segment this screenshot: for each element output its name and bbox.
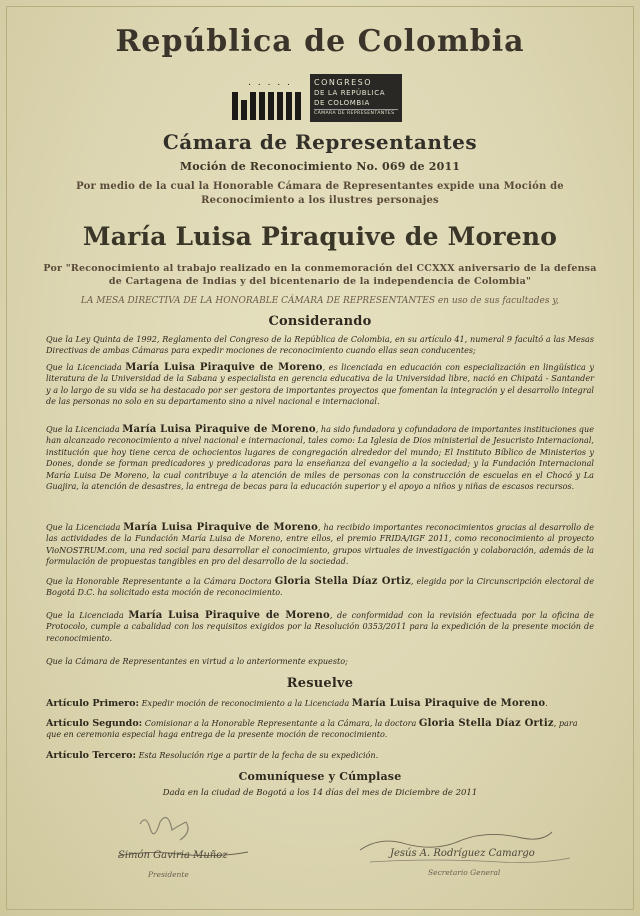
chamber-title: Cámara de Representantes xyxy=(162,130,478,154)
signature-president-name: Simón Gaviria Muñoz xyxy=(118,850,228,861)
emblem-bar xyxy=(250,92,256,120)
article-label: Artículo Primero: xyxy=(46,698,140,709)
signature-secretary-role: Secretario General xyxy=(428,868,501,877)
paragraph-text: Que la Cámara de Representantes en virtud a lo anteriormente expuesto; xyxy=(46,656,348,666)
logo-line-colombia: DE COLOMBIA xyxy=(314,99,370,107)
issue-date: Dada en la ciudad de Bogotá a los 14 días del mes de Diciembre de 2011 xyxy=(162,788,478,798)
paragraph-lead: Que la Licenciada xyxy=(46,610,124,620)
signature-president-role: Presidente xyxy=(148,870,189,879)
emblem-marks: . . . . . xyxy=(248,78,292,88)
emblem-bar xyxy=(295,92,301,120)
article-text-end: . xyxy=(545,698,548,708)
article-third xyxy=(46,750,594,761)
considerando-paragraph xyxy=(46,610,594,644)
signature-area xyxy=(0,810,640,900)
article-text: Expedir moción de reconocimiento a la Licenciada xyxy=(141,698,350,708)
recognition-reason: Por "Reconocimiento al trabajo realizado en la conmemoración del CCXXX aniversario de la defensa de Cartagena de Indias y del bicentenario de la independencia de Colombia" xyxy=(43,263,597,287)
honoree-inline-name: María Luisa Piraquive de Moreno xyxy=(351,698,546,709)
emblem-bar xyxy=(259,92,265,120)
paragraph-text: , de conformidad con la revisión efectuada por la oficina de Protocolo, cumple a cabalidad con los requisitos exigidos por la Resolución 0353/2011 para la expedición de la presente moción de reconocimiento. xyxy=(46,610,595,643)
considerando-paragraph xyxy=(46,656,594,667)
representative-inline-name: Gloria Stella Díaz Ortiz xyxy=(418,718,554,729)
emblem-bar xyxy=(277,92,283,120)
paragraph-lead: Que la Licenciada xyxy=(46,362,122,372)
article-second xyxy=(46,718,594,741)
article-text: Comisionar a la Honorable Representante a la Cámara, la doctora xyxy=(144,718,417,728)
paragraph-text: , ha sido fundadora y cofundadora de importantes instituciones que han alcanzado reconocimiento a nivel nacional e internacional, tales como: La Iglesia de Dios ministerial de Jesucristo Internacional, institución que hoy tiene cerca de ochocientos lugares de congregación alrededor del mundo; El Instituto Bíblico de Ministerios y Dones, donde se forman predicadores y predicadoras para la enseñanza del evangelio a la sociedad; y la Fundación Internacional María Luisa De Moreno, la cual contribuye a la atención de miles de personas con la construcción de escuelas en el Chocó y La Guajira, la atención de desastres, la entrega de becas para la educación superior y el apoyo a niños y niñas de escasos recursos. xyxy=(46,424,594,492)
logo-line-republica: DE LA REPÚBLICA xyxy=(314,89,386,97)
board-statement: LA MESA DIRECTIVA DE LA HONORABLE CÁMARA DE REPRESENTANTES en uso de sus facultades y, xyxy=(80,296,560,306)
logo-line-congreso: CONGRESO xyxy=(314,78,373,87)
honoree-name: María Luisa Piraquive de Moreno xyxy=(82,222,558,251)
signature-secretary-name: Jesús A. Rodríguez Camargo xyxy=(390,848,535,859)
representative-inline-name: Gloria Stella Díaz Ortiz xyxy=(274,576,411,587)
barcode-emblem xyxy=(232,78,308,122)
considerando-paragraph xyxy=(46,576,594,599)
article-label: Artículo Segundo: xyxy=(46,718,143,729)
emblem-bar xyxy=(232,92,238,120)
republic-title: República de Colombia xyxy=(115,24,525,59)
paragraph-lead: Que la Licenciada xyxy=(46,424,120,434)
honoree-inline-name: María Luisa Piraquive de Moreno xyxy=(122,424,316,435)
congress-logo xyxy=(310,74,402,122)
congress-emblem xyxy=(0,72,640,126)
considerando-paragraph xyxy=(46,362,594,408)
paragraph-lead: Que la Licenciada xyxy=(46,522,121,532)
closing-formula: Comuníquese y Cúmplase xyxy=(238,770,402,783)
considerando-heading: Considerando xyxy=(268,314,372,329)
paragraph-text: , elegida por la Circunscripción electoral de Bogotá D.C. ha solicitado esta moción de reconocimiento. xyxy=(46,576,594,598)
article-text: Esta Resolución rige a partir de la fecha de su expedición. xyxy=(138,750,379,760)
article-first xyxy=(46,698,594,709)
article-text-end: , para que en ceremonia especial haga entrega de la presente moción de reconocimiento. xyxy=(46,718,578,740)
considerando-paragraph xyxy=(46,424,594,492)
intro-text: Por medio de la cual la Honorable Cámara de Representantes expide una Moción de Reconocimiento a los ilustres personajes xyxy=(76,181,564,206)
article-label: Artículo Tercero: xyxy=(46,750,137,761)
paragraph-text: , es licenciada en educación con especialización en lingüística y literatura de la Universidad de la Sabana y especialista en gerencia educativa de la Universidad libre, nació en Chipatá - Santander y a lo largo de su vida se ha destacado por ser gestora de importantes proyectos que fomentan la integración y el desarrollo integral de las personas no solo en su departamento sino a nivel nacional e internacional. xyxy=(46,362,594,407)
emblem-bar xyxy=(268,92,274,120)
paragraph-text: , ha recibido importantes reconocimientos gracias al desarrollo de las actividades de la Fundación María Luisa de Moreno, entre ellos, el premio FRIDA/IGF 2011, como reconocimiento al proyecto VioNOSTRUM.com, una red social para desarrollar el conocimiento, grupos virtuales de investigación y colaboración, además de la formulación de propuestas tangibles en pro del desarrollo de la sociedad. xyxy=(46,522,595,567)
logo-line-camara: CÁMARA DE REPRESENTANTES xyxy=(314,109,398,118)
honoree-inline-name: María Luisa Piraquive de Moreno xyxy=(128,610,330,621)
signature-strokes xyxy=(0,810,640,900)
paragraph-text: Que la Ley Quinta de 1992, Reglamento del Congreso de la República de Colombia, en su artículo 41, numeral 9 facultó a las Mesas Directivas de ambas Cámaras para expedir mociones de reconocimiento cuando ellas sean conducentes; xyxy=(46,334,594,356)
resuelve-heading: Resuelve xyxy=(286,676,354,691)
signature-left-stroke xyxy=(140,818,188,841)
honoree-inline-name: María Luisa Piraquive de Moreno xyxy=(125,362,323,373)
emblem-bar xyxy=(241,100,247,120)
honoree-inline-name: María Luisa Piraquive de Moreno xyxy=(123,522,319,533)
paragraph-lead: Que la Honorable Representante a la Cámara Doctora xyxy=(46,576,272,586)
emblem-bar xyxy=(286,92,292,120)
considerando-paragraph xyxy=(46,334,594,357)
considerando-paragraph xyxy=(46,522,594,568)
motion-number: Moción de Reconocimiento No. 069 de 2011 xyxy=(179,160,461,173)
